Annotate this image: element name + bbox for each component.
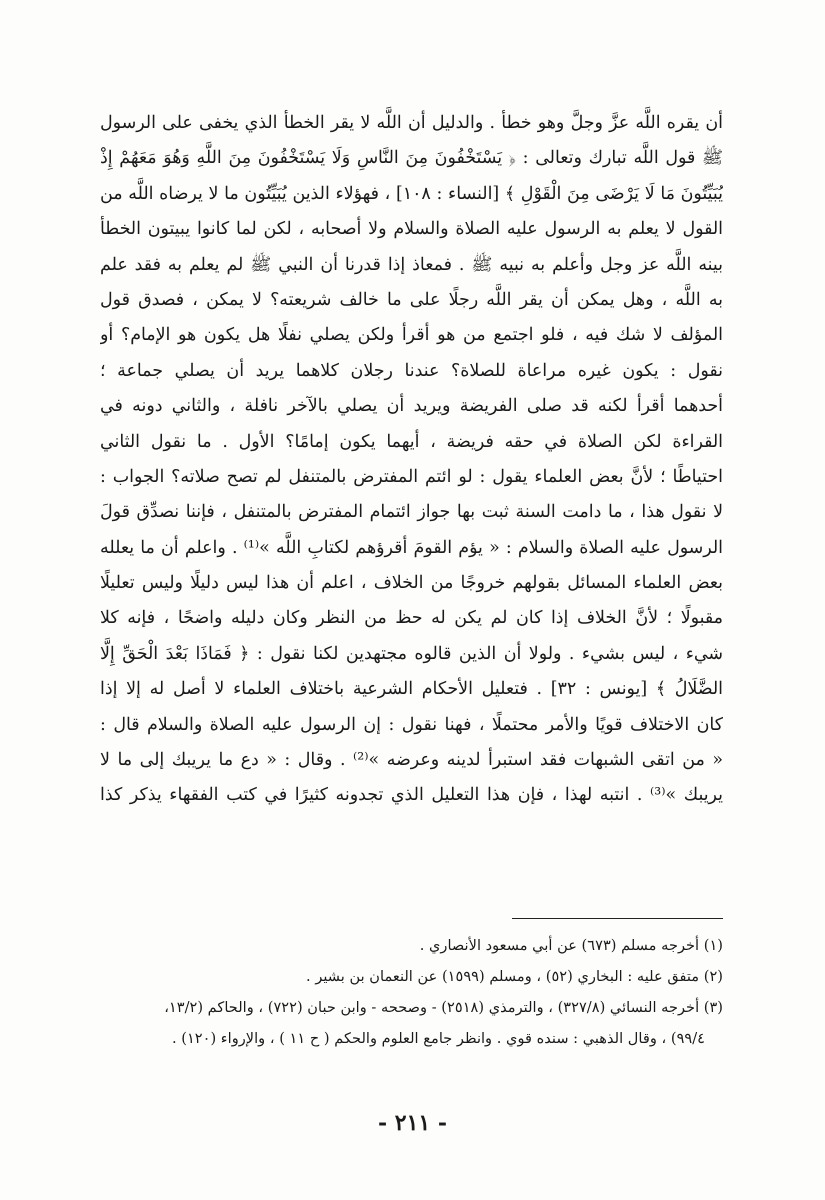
main-text	[100, 106, 723, 814]
footnote-separator	[512, 918, 723, 919]
footnote-1: (١) أخرجه مسلم (٦٧٣) عن أبي مسعود الأنصاري .	[419, 937, 723, 954]
page-number: - ٢١١ -	[377, 1110, 448, 1136]
footnotes	[100, 930, 723, 1054]
text-line: يريبك »⁽³⁾ . انتبه لهذا ، فإن هذا التعليل الذي تجدونه كثيرًا في كتب الفقهاء يذكر كذا	[100, 785, 723, 806]
footnote-2: (٢) متفق عليه : البخاري (٥٢) ، ومسلم (١٥٩٩) عن النعمان بن بشير .	[306, 968, 723, 985]
text-line: المؤلف لا شك فيه ، فلو اجتمع من هو أقرأ ولكن يصلي نفلًا هل يكون هو الإمام؟ أو	[100, 325, 723, 346]
text-line: نقول : يكون غيره مراعاة للصلاة؟ عندنا رجلان كلاهما يريد أن يصلي جماعة ؛	[100, 360, 723, 381]
text-line: القراءة لكن الصلاة في حقه فريضة ، أيهما يكون إمامًا؟ الأول . ما نقول الثاني	[100, 431, 723, 452]
text-line: احتياطًا ؛ لأنَّ بعض العلماء يقول : لو ائتم المفترض بالمتنفل لم تصح صلاته؟ الجواب :	[100, 466, 723, 487]
text-line: شيء ، ليس بشيء . ولولا أن الذين قالوه مجتهدين لكنا نقول : ﴿ فَمَاذَا بَعْدَ الْحَقِّ إِلَّا	[100, 643, 723, 664]
text-line: بينه اللَّه عز وجل وأعلم به نبيه ﷺ . فمعاذ إذا قدرنا أن النبي ﷺ لم يعلم به فقد علم	[100, 254, 723, 275]
text-line: القول لا يعلم به الرسول عليه الصلاة والسلام ولا أصحابه ، لكن لما كانوا يبيتون الخطأ	[100, 219, 723, 240]
text-line: يُبَيِّتُونَ مَا لَا يَرْضَى مِنَ الْقَوْلِ ﴾ [النساء : ١٠٨] ، فهؤلاء الذين يُبَيِّتُون ما لا يرضاه اللَّه من	[100, 183, 723, 204]
text-line: ﷺ قول اللَّه تبارك وتعالى : ﴿ يَسْتَخْفُونَ مِنَ النَّاسِ وَلَا يَسْتَخْفُونَ مِنَ اللَّهِ وَهُوَ مَعَهُمْ إِذْ	[100, 148, 723, 169]
footnote-3-continued: ٩٩/٤) ، وقال الذهبي : سنده قوي . وانظر جامع العلوم والحكم ( ح ١١ ) ، والإرواء (١٢٠) .	[171, 1030, 705, 1047]
text-line: مقبولًا ؛ لأنَّ الخلاف إذا كان لم يكن له حظ من النظر وكان دليله واضحًا ، فإنه كلا	[100, 608, 723, 629]
text-line: كان الاختلاف قويًا والأمر محتملًا ، فهنا نقول : إن الرسول عليه الصلاة والسلام قال :	[100, 714, 723, 735]
text-line: أن يقره اللَّه عزَّ وجلَّ وهو خطأ . والدليل أن اللَّه لا يقر الخطأ الذي يخفى على الرسول	[100, 113, 723, 133]
text-line: الرسول عليه الصلاة والسلام : « يؤم القومَ أقرؤهم لكتابِ اللَّه »⁽¹⁾ . واعلم أن ما يعلله	[100, 537, 723, 558]
text-line: به اللَّه ، وهل يمكن أن يقر اللَّه رجلًا على ما خالف شريعته؟ لا يمكن ، فصدق قول	[100, 289, 723, 310]
text-line: الضَّلَالُ ﴾ [يونس : ٣٢] . فتعليل الأحكام الشرعية باختلاف العلماء لا أصل له إلا إذا	[100, 679, 723, 700]
text-line: « من اتقى الشبهات فقد استبرأ لدينه وعرضه »⁽²⁾ . وقال : « دع ما يريبك إلى ما لا	[100, 750, 723, 771]
footnote-3: (٣) أخرجه النسائي (٣٢٧/٨) ، والترمذي (٢٥١٨) - وصححه - وابن حبان (٧٢٢) ، والحاكم (١٣/٢،	[164, 999, 723, 1016]
text-line: بعض العلماء المسائل بقولهم خروجًا من الخلاف ، اعلم أن هذا ليس دليلًا وليس تعليلًا	[100, 573, 723, 594]
text-line: لا نقول هذا ، ما دامت السنة ثبت بها جواز ائتمام المفترض بالمتنفل ، فإننا نصدِّق قولَ	[100, 502, 723, 523]
text-line: أحدهما أقرأ لكنه قد صلى الفريضة ويريد أن يصلي بالآخر نافلة ، والثاني دونه في	[100, 396, 723, 417]
